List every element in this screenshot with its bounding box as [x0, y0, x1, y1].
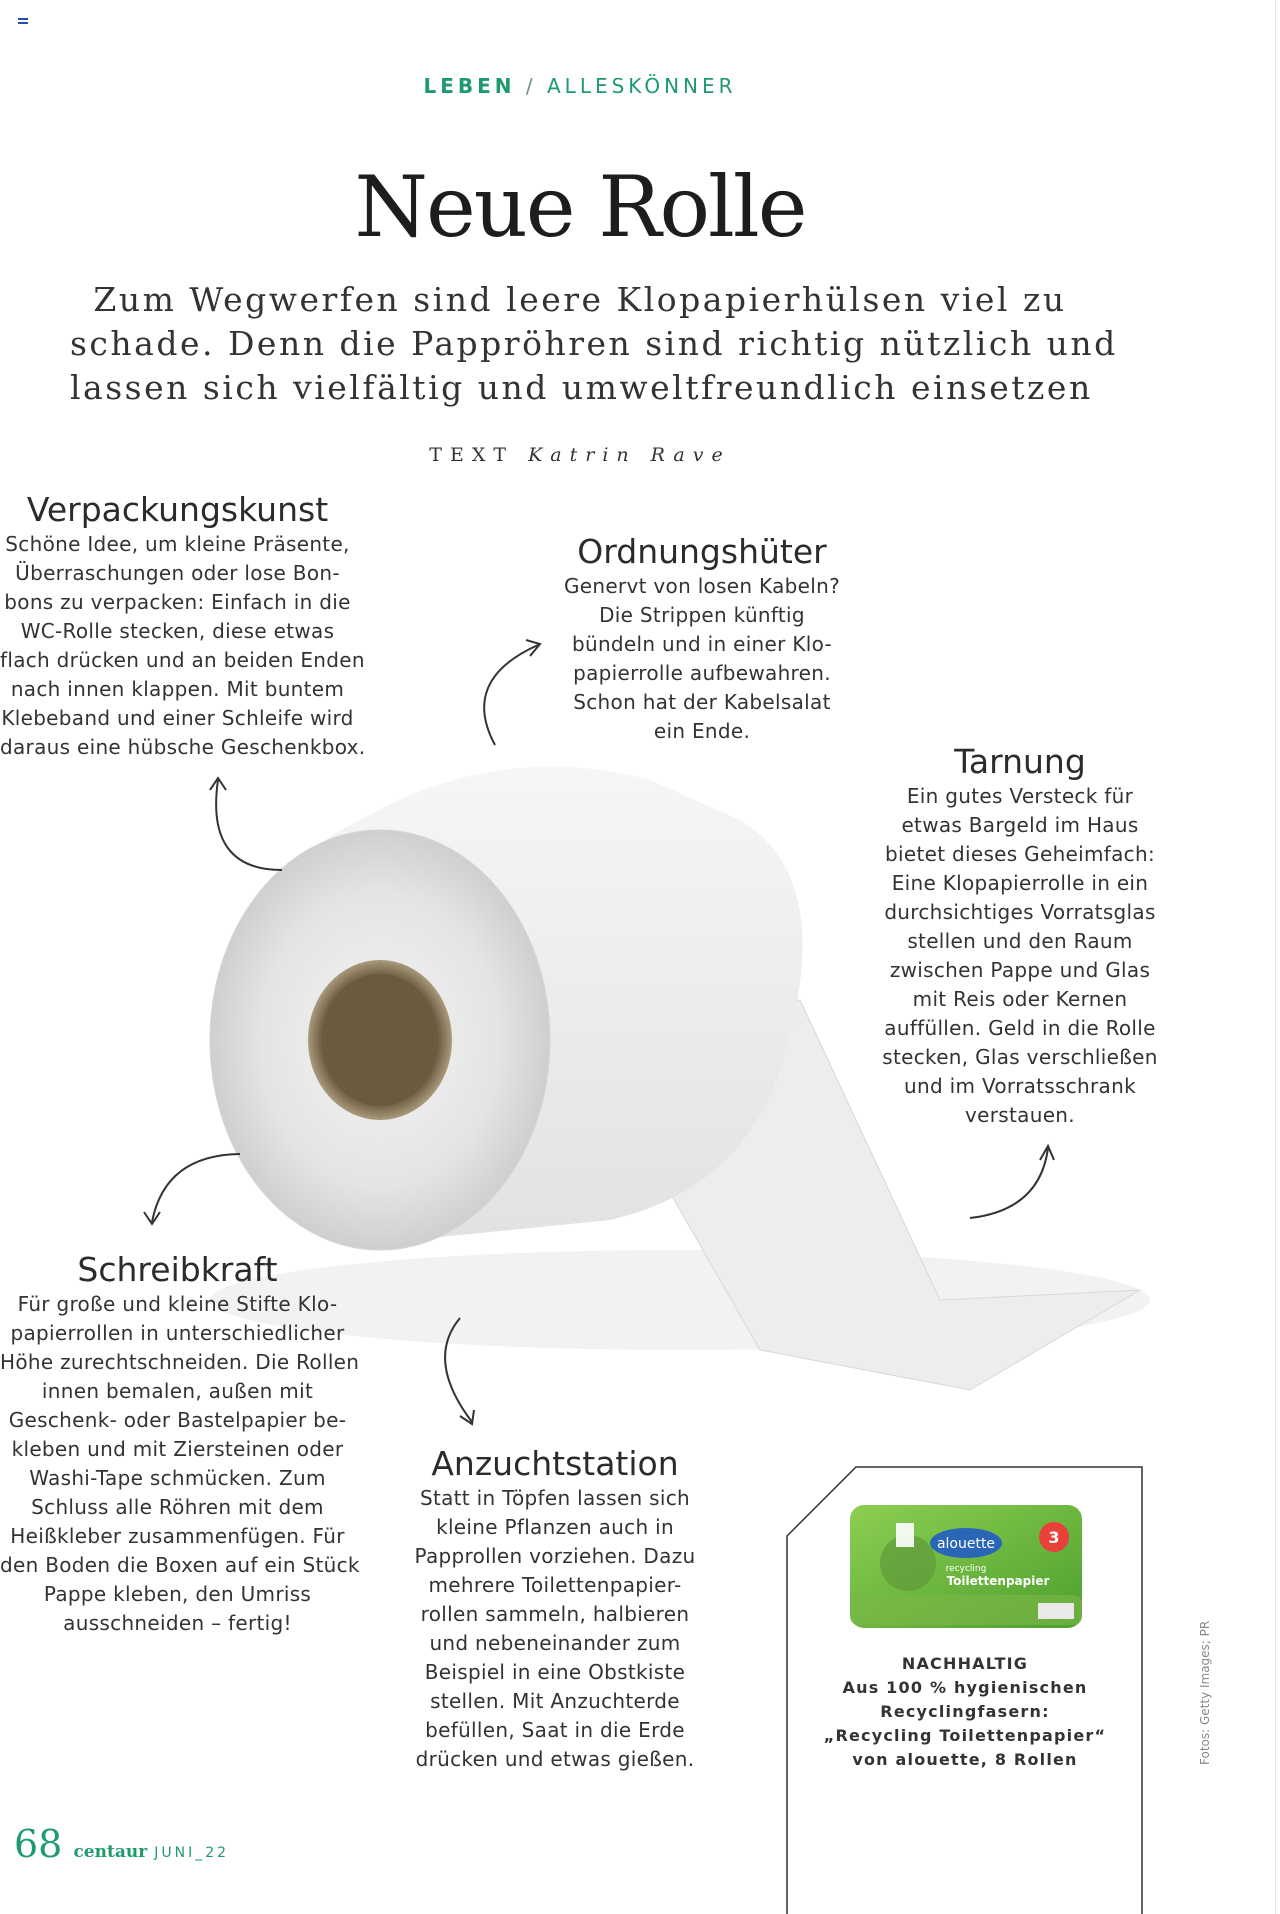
section-body-tarnung — [870, 782, 1170, 1130]
arrow-icon — [144, 1212, 160, 1224]
text-line: Schluss alle Röhren mit dem — [31, 1495, 324, 1519]
text-line: befüllen, Saat in die Erde — [425, 1718, 685, 1742]
text-line: Heißkleber zusammenfügen. Für — [10, 1524, 345, 1548]
text-line: daraus eine hübsche Geschenkbox. — [0, 735, 366, 759]
magazine-name: centaur — [73, 1842, 148, 1862]
text-line: Beispiel in eine Obstkiste — [424, 1660, 686, 1684]
package-label-1: recycling — [945, 1564, 987, 1574]
byline-author: Katrin Rave — [528, 444, 731, 466]
page-edge-divider — [1275, 0, 1276, 1914]
text-line: kleben und mit Ziersteinen oder — [11, 1437, 344, 1461]
text-line: Höhe zurechtschneiden. Die Rollen — [0, 1350, 360, 1374]
text-line: Aus 100 % hygienischen — [842, 1678, 1088, 1697]
product-caption-label: NACHHALTIG — [901, 1654, 1029, 1673]
arrow-icon — [526, 640, 540, 656]
text-line: nach innen klappen. Mit buntem — [10, 677, 345, 701]
text-line: Recyclingfasern: — [880, 1702, 1050, 1721]
text-line: Statt in Töpfen lassen sich — [419, 1486, 691, 1510]
rubric-separator: / — [525, 74, 537, 98]
rubric-main: LEBEN — [423, 74, 516, 98]
text-line: flach drücken und an beiden Enden — [0, 648, 365, 672]
package-label-2: Toilettenpapier — [946, 1574, 1050, 1588]
text-line: ein Ende. — [653, 719, 751, 743]
text-line: Ein gutes Versteck für — [906, 784, 1134, 808]
text-line: papierrollen in unterschiedlicher — [10, 1321, 345, 1345]
page-footer — [14, 1822, 229, 1866]
text-line: mehrere Toilettenpapier- — [428, 1573, 682, 1597]
text-line: Überraschungen oder lose Bon- — [15, 561, 340, 585]
text-line: drücken und etwas gießen. — [415, 1747, 695, 1771]
section-body-ordnungshueter — [552, 572, 852, 746]
photo-credit: Fotos: Getty Images; PR — [1198, 1620, 1212, 1765]
package-brand: alouette — [936, 1536, 996, 1552]
text-line: innen bemalen, außen mit — [41, 1379, 314, 1403]
menu-icon[interactable] — [18, 18, 28, 26]
text-line: verstauen. — [965, 1103, 1075, 1127]
product-caption — [800, 1652, 1130, 1772]
text-line: kleine Pflanzen auch in — [436, 1515, 674, 1539]
text-line: Die Strippen künftig — [599, 603, 805, 627]
text-line: Schon hat der Kabelsalat — [573, 690, 831, 714]
byline — [0, 444, 1160, 466]
rubric-sub: ALLESKÖNNER — [547, 74, 737, 98]
text-line: Für große und kleine Stifte Klo- — [17, 1292, 338, 1316]
section-title-anzuchtstation: Anzuchtstation — [431, 1444, 679, 1483]
page-number: 68 — [14, 1822, 63, 1866]
lead-line: lassen sich vielfältig und umweltfreundlich einsetzen — [70, 368, 1093, 407]
section-body-anzuchtstation — [405, 1484, 705, 1774]
text-line: WC-Rolle stecken, diese etwas — [20, 619, 335, 643]
text-line: etwas Bargeld im Haus — [901, 813, 1139, 837]
section-title-tarnung: Tarnung — [954, 742, 1086, 781]
text-line: Pappe kleben, den Umriss — [43, 1582, 312, 1606]
text-line: bietet dieses Geheimfach: — [885, 842, 1155, 866]
lead-text — [70, 278, 1118, 410]
product-package-image — [848, 1503, 1084, 1630]
text-line: rollen sammeln, halbieren — [420, 1602, 690, 1626]
text-line: Eine Klopapierrolle in ein — [891, 871, 1149, 895]
rubric — [0, 74, 1160, 98]
section-body-verpackungskunst — [0, 530, 366, 762]
text-line: Genervt von losen Kabeln? — [563, 574, 841, 598]
text-line: stecken, Glas verschließen — [882, 1045, 1158, 1069]
arrow-icon — [484, 645, 538, 745]
section-title-verpackungskunst: Verpackungskunst — [26, 490, 329, 529]
issue-label: JUNI_22 — [154, 1845, 230, 1861]
section-body-schreibkraft — [0, 1290, 360, 1638]
section-title-ordnungshueter: Ordnungshüter — [577, 532, 827, 571]
section-title-schreibkraft: Schreibkraft — [77, 1250, 278, 1289]
text-line: ausschneiden – fertig! — [63, 1611, 292, 1635]
text-line: Washi-Tape schmücken. Zum — [29, 1466, 326, 1490]
text-line: Papprollen vorziehen. Dazu — [414, 1544, 696, 1568]
text-line: bündeln und in einer Klo- — [571, 632, 833, 656]
lead-line: schade. Denn die Pappröhren sind richtig nützlich und — [70, 324, 1118, 363]
text-line: und nebeneinander zum — [429, 1631, 681, 1655]
text-line: Geschenk- oder Bastelpapier be- — [8, 1408, 347, 1432]
text-line: mit Reis oder Kernen — [912, 987, 1128, 1011]
text-line: „Recycling Toilettenpapier“ — [823, 1726, 1107, 1745]
text-line: Klebeband und einer Schleife wird — [1, 706, 354, 730]
text-line: stellen. Mit Anzuchterde — [430, 1689, 680, 1713]
text-line: und im Vorratsschrank — [904, 1074, 1136, 1098]
text-line: papierrolle aufbewahren. — [573, 661, 831, 685]
lead-line: Zum Wegwerfen sind leere Klopapierhülsen viel zu — [93, 280, 1067, 319]
page-title: Neue Rolle — [354, 158, 806, 256]
text-line: auffüllen. Geld in die Rolle — [884, 1016, 1156, 1040]
text-line: Schöne Idee, um kleine Präsente, — [5, 532, 350, 556]
text-line: bons zu verpacken: Einfach in die — [4, 590, 351, 614]
text-line: von alouette, 8 Rollen — [852, 1750, 1078, 1769]
text-line: den Boden die Boxen auf ein Stück — [0, 1553, 360, 1577]
text-line: zwischen Pappe und Glas — [889, 958, 1151, 982]
package-count-badge: 3 — [1048, 1528, 1060, 1547]
text-line: durchsichtiges Vorratsglas — [884, 900, 1156, 924]
byline-label: TEXT — [429, 444, 515, 466]
text-line: stellen und den Raum — [907, 929, 1133, 953]
